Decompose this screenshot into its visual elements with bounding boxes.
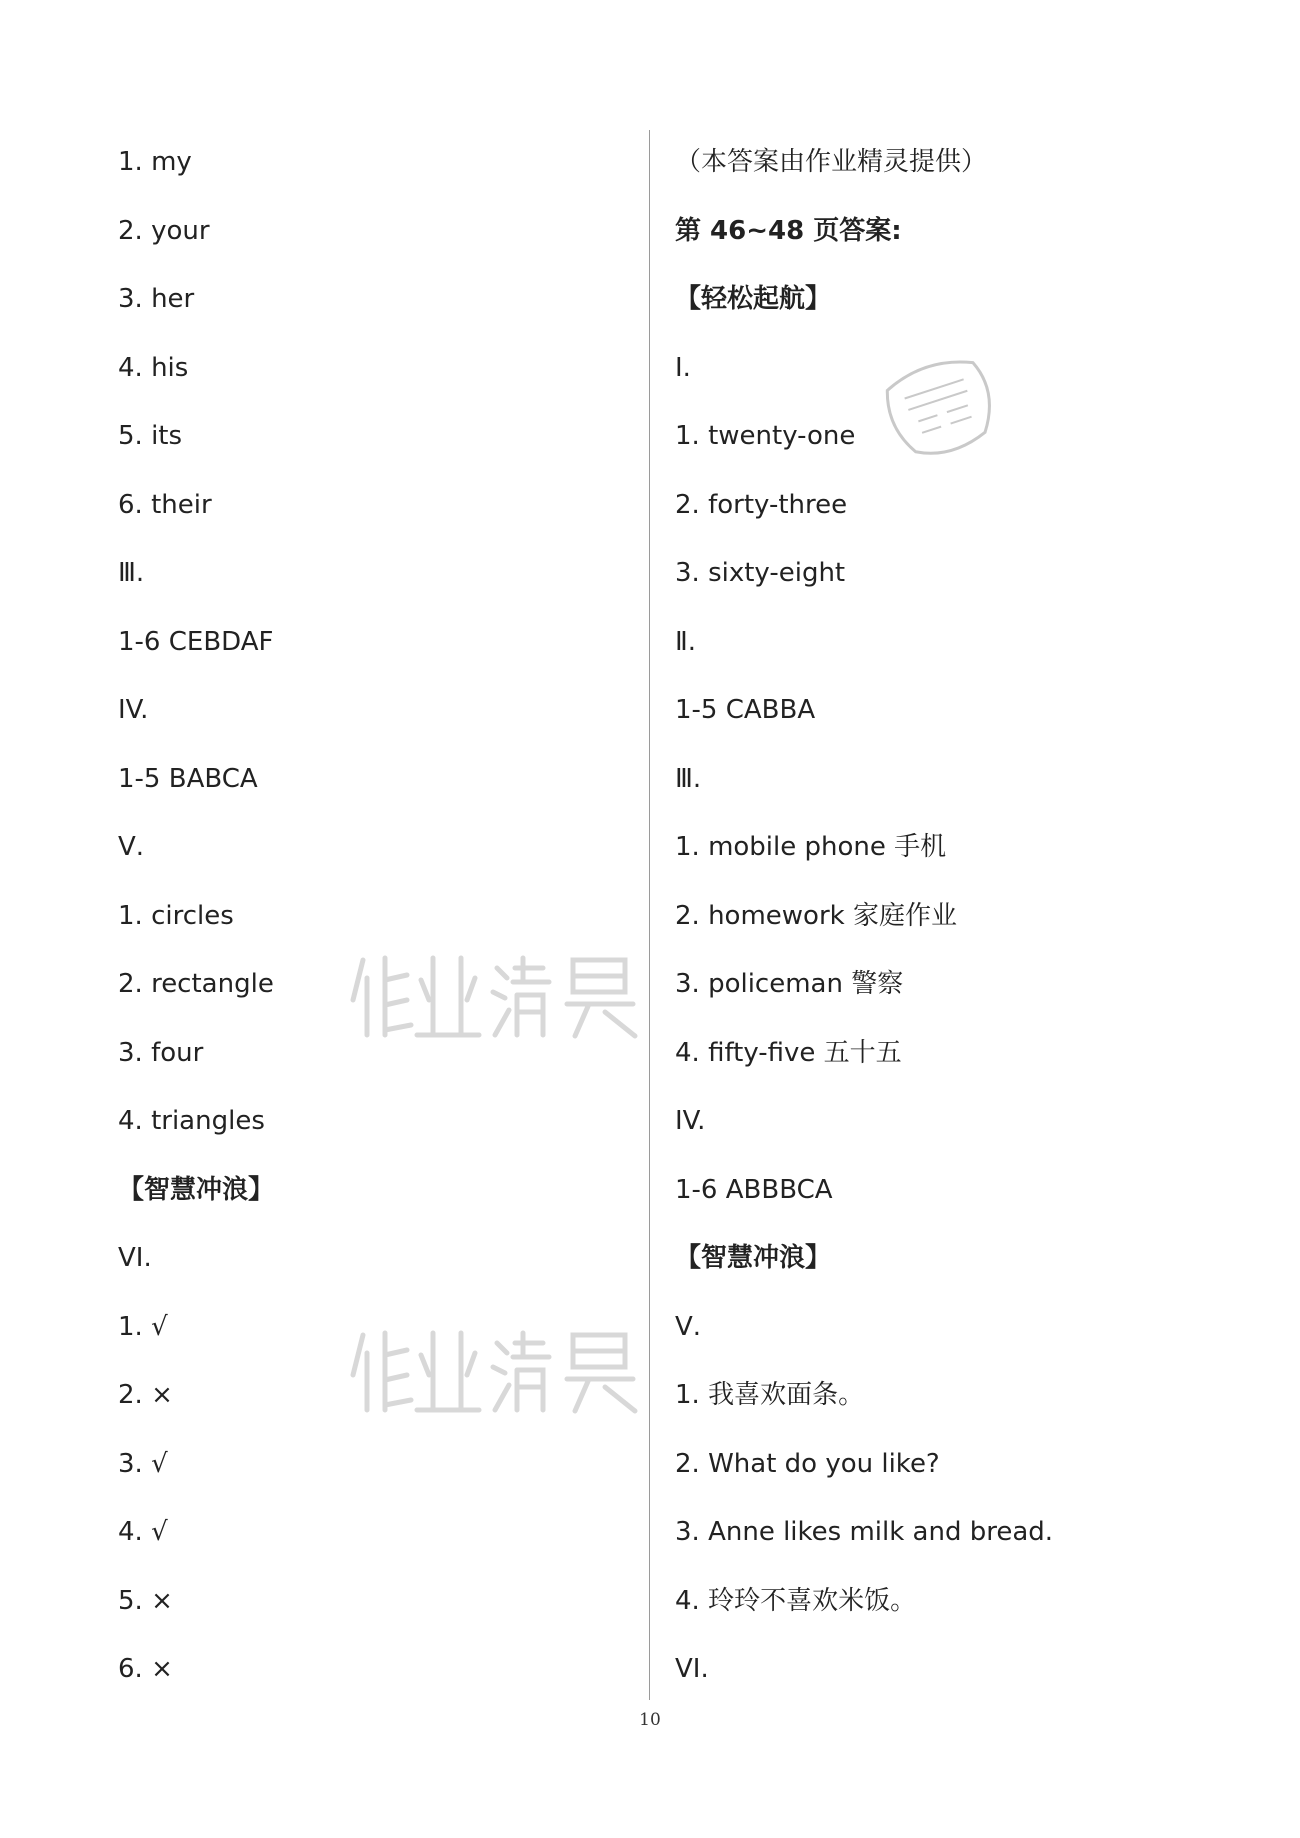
answer-line: Ⅲ. bbox=[118, 558, 145, 588]
answer-line: 3. policeman 警察 bbox=[675, 969, 904, 999]
answer-line: VI. bbox=[118, 1243, 152, 1273]
answer-line: Ⅰ. bbox=[675, 352, 691, 383]
answer-line: Ⅱ. bbox=[675, 626, 697, 657]
answer-line: 4. fifty-five 五十五 bbox=[675, 1037, 902, 1068]
answer-line: 3. Anne likes milk and bread. bbox=[675, 1517, 1054, 1547]
answer-line: 4. his bbox=[118, 352, 189, 383]
answer-line: IV. bbox=[675, 1106, 706, 1136]
answer-line: 1-5 CABBA bbox=[675, 695, 816, 725]
answer-line: 2. forty-three bbox=[675, 489, 848, 520]
answer-line: 2. What do you like? bbox=[675, 1448, 940, 1479]
answer-line: 1. circles bbox=[118, 900, 234, 931]
answer-line: 4. triangles bbox=[118, 1106, 265, 1136]
section-heading: 【智慧冲浪】 bbox=[118, 1174, 275, 1205]
answer-line: 1. my bbox=[118, 147, 192, 177]
left-answer-column bbox=[118, 140, 638, 1716]
answer-line: 1. 我喜欢面条。 bbox=[675, 1380, 865, 1410]
answer-line: （本答案由作业精灵提供） bbox=[675, 147, 988, 177]
answer-line: 1-6 CEBDAF bbox=[118, 626, 274, 657]
answer-line: 1-5 BABCA bbox=[118, 763, 258, 794]
answer-line: 1-6 ABBBCA bbox=[675, 1174, 833, 1205]
answer-line: 2. rectangle bbox=[118, 969, 274, 999]
answer-line: VI. bbox=[675, 1654, 709, 1684]
page-number: 10 bbox=[639, 1710, 661, 1730]
answer-line: Ⅴ. bbox=[675, 1311, 702, 1342]
answer-line: 6. their bbox=[118, 489, 212, 520]
column-divider bbox=[649, 130, 650, 1700]
section-heading: 【轻松起航】 bbox=[675, 284, 832, 314]
right-answer-column bbox=[675, 140, 1195, 1716]
answer-line: 5. × bbox=[118, 1585, 173, 1616]
answer-line: 2. your bbox=[118, 215, 210, 246]
answer-line: IV. bbox=[118, 695, 149, 725]
section-heading: 第 46~48 页答案: bbox=[675, 215, 902, 246]
answer-line: 1. √ bbox=[118, 1311, 168, 1342]
answer-line: Ⅴ. bbox=[118, 832, 145, 862]
answer-line: 3. sixty-eight bbox=[675, 558, 846, 588]
answer-line: 1. twenty-one bbox=[675, 421, 856, 451]
section-heading: 【智慧冲浪】 bbox=[675, 1243, 832, 1273]
answer-line: 5. its bbox=[118, 421, 183, 451]
answer-line: 6. × bbox=[118, 1654, 173, 1684]
answer-line: 3. √ bbox=[118, 1448, 168, 1479]
answer-line: 1. mobile phone 手机 bbox=[675, 832, 947, 862]
answer-line: 2. × bbox=[118, 1380, 173, 1410]
answer-line: 4. 玲玲不喜欢米饭。 bbox=[675, 1585, 917, 1616]
answer-line: 4. √ bbox=[118, 1517, 168, 1547]
answer-line: 3. her bbox=[118, 284, 195, 314]
answer-line: 2. homework 家庭作业 bbox=[675, 900, 957, 931]
answer-line: Ⅲ. bbox=[675, 763, 702, 794]
answer-line: 3. four bbox=[118, 1037, 204, 1068]
